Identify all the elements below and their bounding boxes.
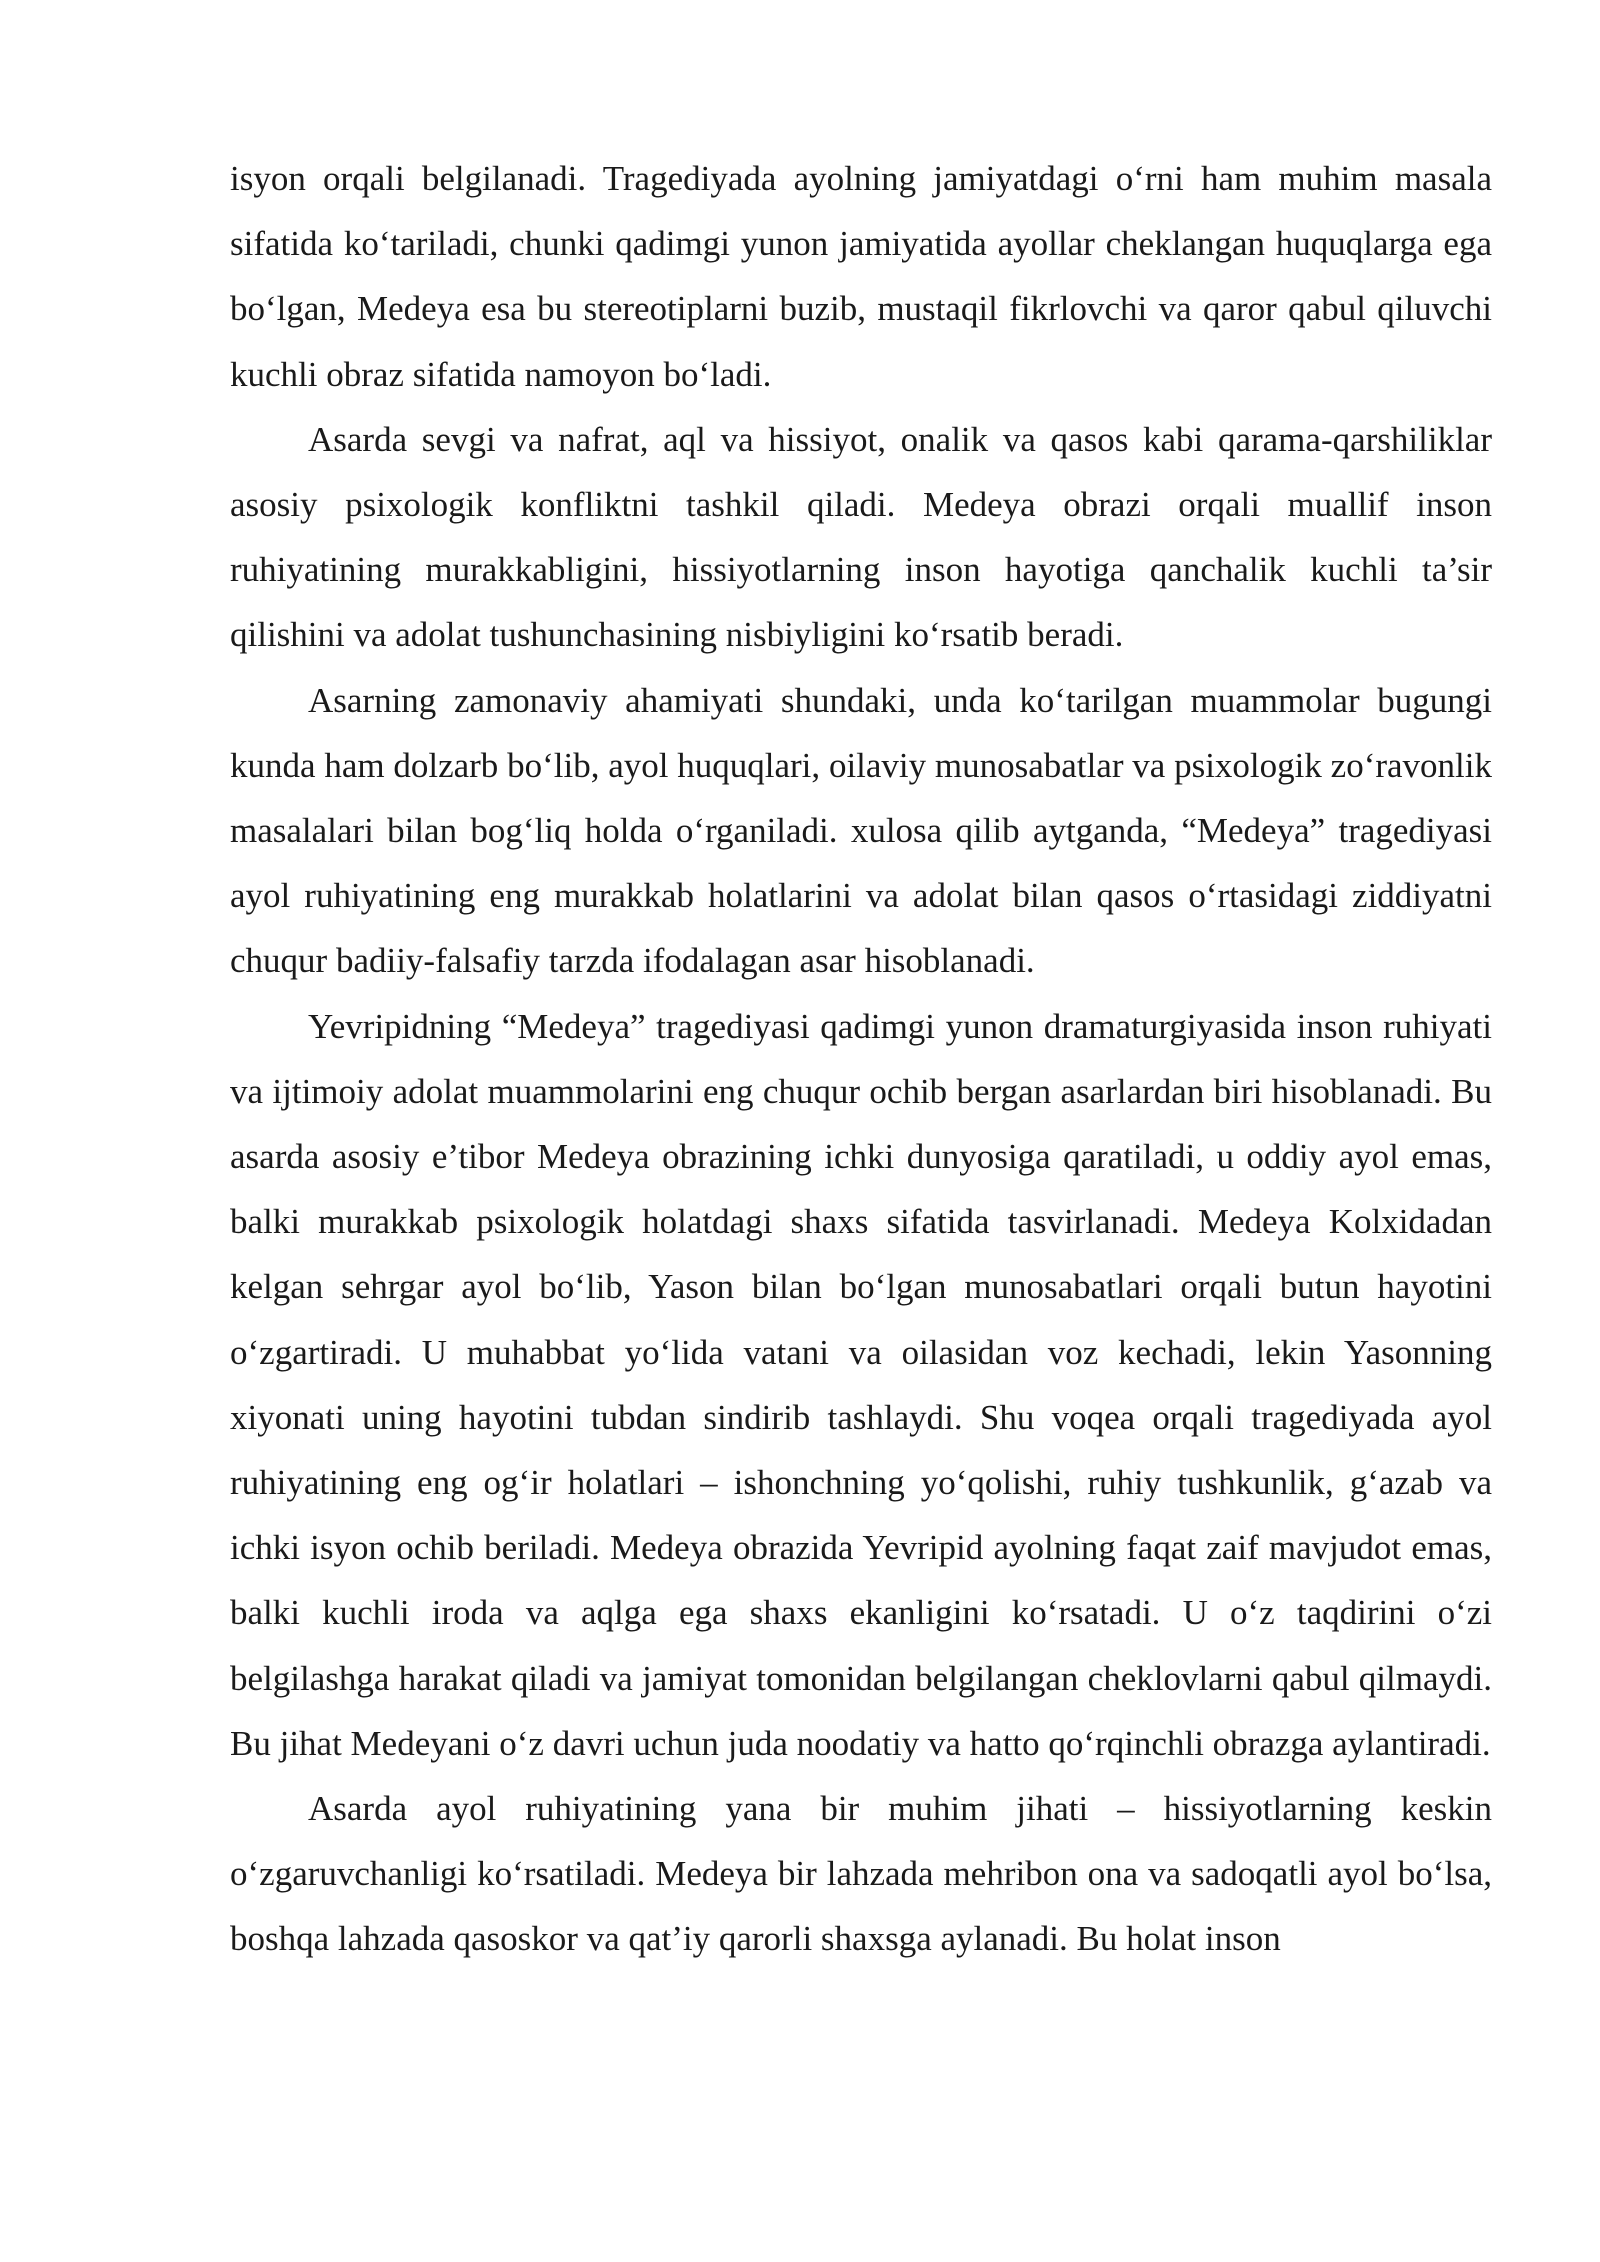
paragraph-emotional-change: Asarda ayol ruhiyatining yana bir muhim jihati – hissiyotlarning keskin o‘zgaruvchanligi ko‘rsatiladi. Medeya bir lahzada mehribon ona va sadoqatli ayol bo‘lsa, boshqa lahzada qasoskor va qat’iy qarorli shaxsga aylanadi. Bu holat inson	[230, 1789, 1492, 1959]
paragraph-conflicts: Asarda sevgi va nafrat, aql va hissiyot, onalik va qasos kabi qarama-qarshiliklar asosiy psixologik konfliktni tashkil qiladi. Medeya obrazi orqali muallif inson ruhiyatining murakkabligini, hissiyotlarning inson hayotiga qanchalik kuchli ta’sir qilishini va adolat tushunchasining nisbiyligini ko‘rsatib beradi.	[230, 419, 1492, 655]
paragraph-continued: isyon orqali belgilanadi. Tragediyada ayolning jamiyatdagi o‘rni ham muhim masala sifatida ko‘tariladi, chunki qadimgi yunon jamiyatida ayollar cheklangan huquqlarga ega bo‘lgan, Medeya esa bu stereotiplarni buzib, mustaqil fikrlovchi va qaror qabul qiluvchi kuchli obraz sifatida namoyon bo‘ladi.	[230, 159, 1492, 394]
body-text	[230, 146, 1492, 1972]
paragraph-medea-character: Yevripidning “Medeya” tragediyasi qadimgi yunon dramaturgiyasida inson ruhiyati va ijtimoiy adolat muammolarini eng chuqur ochib bergan asarlardan biri hisoblanadi. Bu asarda asosiy e’tibor Medeya obrazining ichki dunyosiga qaratiladi, u oddiy ayol emas, balki murakkab psixologik holatdagi shaxs sifatida tasvirlanadi. Medeya Kolxidadan kelgan sehrgar ayol bo‘lib, Yason bilan bo‘lgan munosabatlari orqali butun hayotini o‘zgartiradi. U muhabbat yo‘lida vatani va oilasidan voz kechadi, lekin Yasonning xiyonati uning hayotini tubdan sindirib tashlaydi. Shu voqea orqali tragediyada ayol ruhiyatining eng og‘ir holatlari – ishonchning yo‘qolishi, ruhiy tushkunlik, g‘azab va ichki isyon ochib beriladi. Medeya obrazida Yevripid ayolning faqat zaif mavjudot emas, balki kuchli iroda va aqlga ega shaxs ekanligini ko‘rsatadi. U o‘z taqdirini o‘zi belgilashga harakat qiladi va jamiyat tomonidan belgilangan cheklovlarni qabul qilmaydi. Bu jihat Medeyani o‘z davri uchun juda noodatiy va hatto qo‘rqinchli obrazga aylantiradi.	[230, 1006, 1492, 1763]
paragraph-modern-significance: Asarning zamonaviy ahamiyati shundaki, unda ko‘tarilgan muammolar bugungi kunda ham dolzarb bo‘lib, ayol huquqlari, oilaviy munosabatlar va psixologik zo‘ravonlik masalalari bilan bog‘liq holda o‘rganiladi. xulosa qilib aytganda, “Medeya” tragediyasi ayol ruhiyatining eng murakkab holatlarini va adolat bilan qasos o‘rtasidagi ziddiyatni chuqur badiiy-falsafiy tarzda ifodalagan asar hisoblanadi.	[230, 680, 1492, 981]
